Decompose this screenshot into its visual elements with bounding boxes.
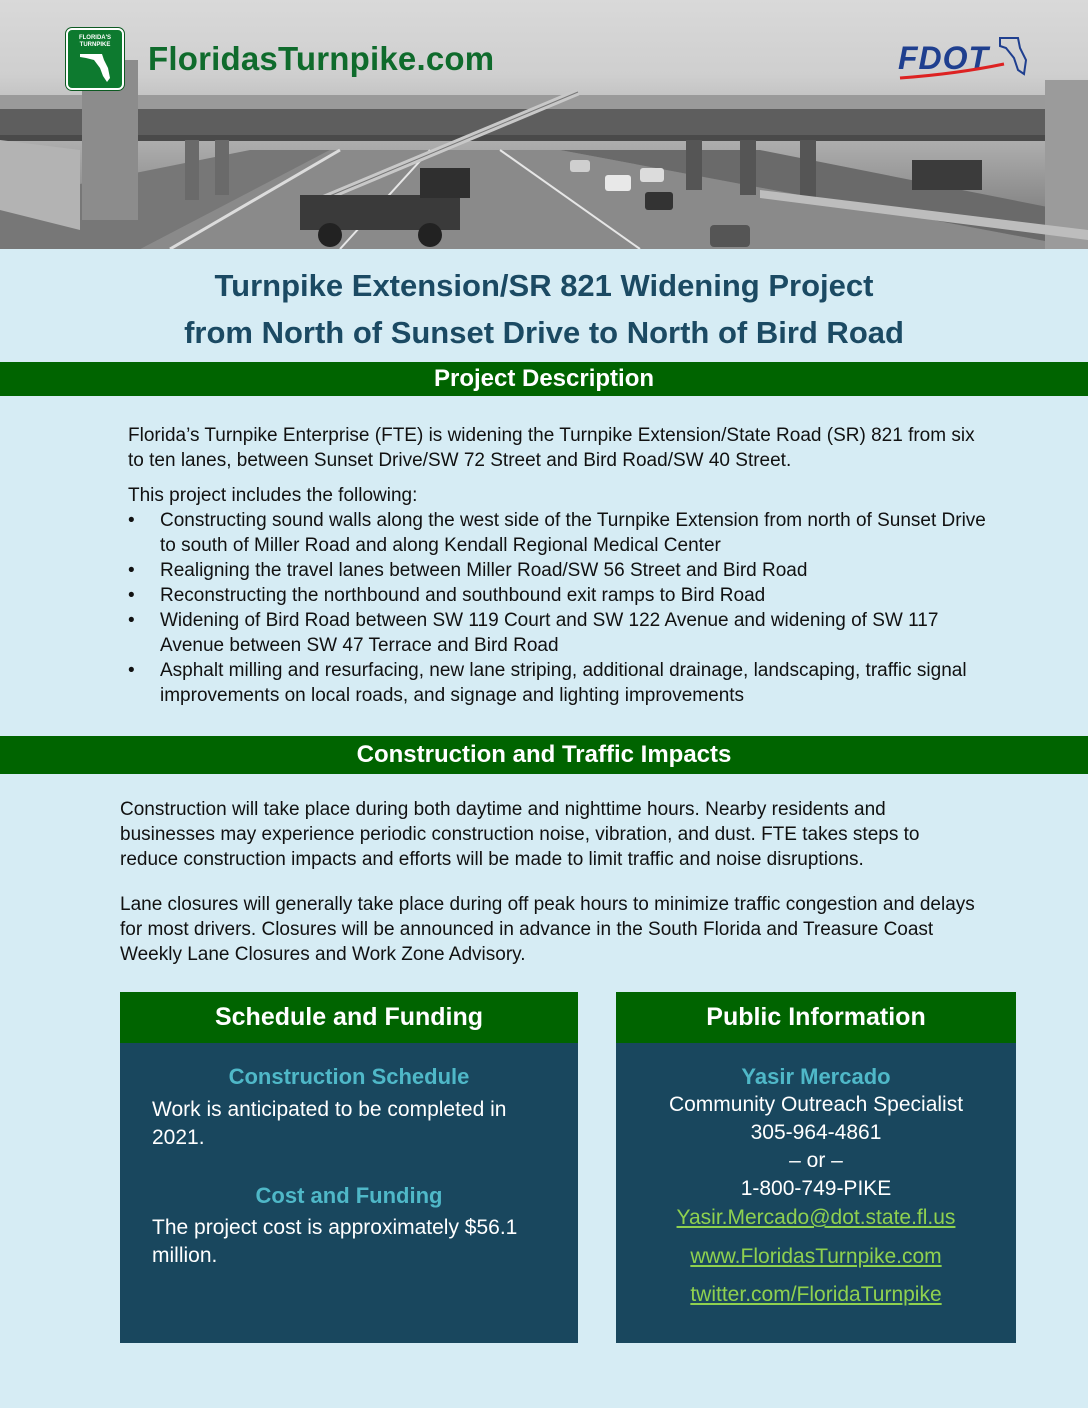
header-banner <box>0 0 1088 249</box>
schedule-funding-box <box>120 992 578 1343</box>
public-information-box <box>616 992 1016 1343</box>
impacts-paragraph-2: Lane closures will generally take place during off peak hours to minimize traffic congestion and delays for most drivers. Closures will be announced in advance in the South Florida and Treasure Coast Weekly Lane Closures and Work Zone Advisory. <box>120 894 975 965</box>
page-title <box>0 262 1088 356</box>
contact-name: Yasir Mercado <box>741 1064 891 1089</box>
project-description-intro: Florida’s Turnpike Enterprise (FTE) is widening the Turnpike Extension/State Road (SR) 821 from six to ten lanes, between Sunset Drive/SW 72 Street and Bird Road/SW 40 Street. <box>128 425 975 471</box>
cost-funding-title: Cost and Funding <box>255 1183 443 1208</box>
twitter-link[interactable]: twitter.com/FloridaTurnpike <box>690 1283 942 1306</box>
website-link[interactable]: www.FloridasTurnpike.com <box>690 1245 942 1268</box>
project-description-heading: Project Description <box>0 362 1088 396</box>
list-item: • Realigning the travel lanes between Miller Road/SW 56 Street and Bird Road <box>128 558 988 583</box>
impacts-paragraph-1: Construction will take place during both daytime and nighttime hours. Nearby residents and businesses may experience periodic construction noise, vibration, and dust. FTE takes steps to reduce construction impacts and efforts will be made to limit traffic and noise disruptions. <box>120 799 920 870</box>
contact-email-link[interactable]: Yasir.Mercado@dot.state.fl.us <box>676 1206 956 1229</box>
public-information-heading: Public Information <box>616 992 1016 1043</box>
contact-phone: 305-964-4861 <box>750 1121 882 1144</box>
list-item: • Asphalt milling and resurfacing, new lane striping, additional drainage, landscaping, traffic signal improvements on local roads, and signage and lighting improvements <box>128 658 988 708</box>
site-name: FloridasTurnpike.com <box>148 40 495 77</box>
construction-schedule-text: Work is anticipated to be completed in 2021. <box>152 1098 507 1149</box>
fdot-logo <box>896 34 1030 84</box>
construction-schedule-title: Construction Schedule <box>228 1064 470 1089</box>
title-line-2: from North of Sunset Drive to North of Bird Road <box>184 315 904 350</box>
project-description-lead: This project includes the following: <box>128 485 418 506</box>
list-item: • Constructing sound walls along the west side of the Turnpike Extension from north of Sunset Drive to south of Miller Road and along Kendall Regional Medical Center <box>128 508 988 558</box>
florida-shape-icon <box>68 30 122 88</box>
contact-or: – or – <box>789 1149 843 1172</box>
list-item: • Reconstructing the northbound and southbound exit ramps to Bird Road <box>128 583 988 608</box>
turnpike-logo-text: FLORIDA'S TURNPIKE <box>78 35 112 48</box>
schedule-funding-heading: Schedule and Funding <box>120 992 578 1043</box>
fdot-swoosh-icon <box>896 34 1030 84</box>
impacts-heading: Construction and Traffic Impacts <box>0 736 1088 774</box>
list-item: • Widening of Bird Road between SW 119 Court and SW 122 Avenue and widening of SW 117 Avenue between SW 47 Terrace and Bird Road <box>128 608 988 658</box>
cost-funding-text: The project cost is approximately $56.1 million. <box>152 1216 518 1267</box>
project-items-list <box>128 508 988 708</box>
contact-phone-alt: 1-800-749-PIKE <box>740 1177 892 1200</box>
contact-role: Community Outreach Specialist <box>668 1093 964 1116</box>
florida-turnpike-logo <box>66 28 124 90</box>
fdot-logo-text: FDOT <box>898 40 990 76</box>
title-line-1: Turnpike Extension/SR 821 Widening Project <box>214 268 874 303</box>
